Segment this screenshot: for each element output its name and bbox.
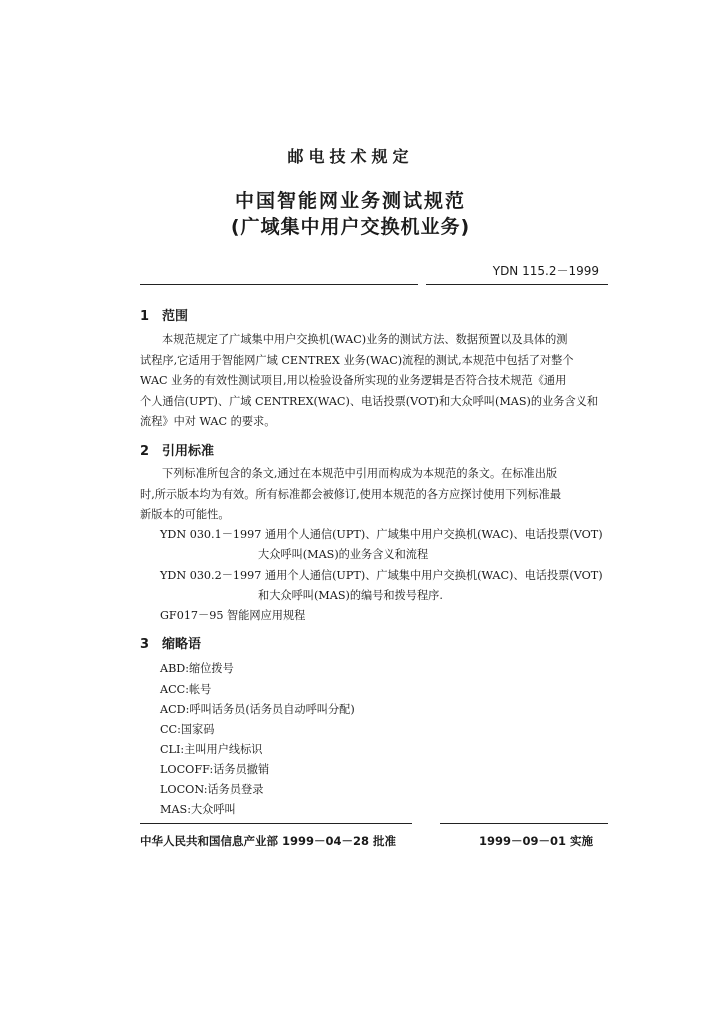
section-number: 3 bbox=[140, 637, 150, 652]
abbreviation-item: MAS:大众呼叫 bbox=[160, 803, 236, 816]
section-heading-scope bbox=[140, 305, 188, 324]
section-number: 2 bbox=[140, 444, 150, 459]
effective-date: 1999－09－01 实施 bbox=[478, 834, 593, 848]
paragraph-line: 本规范规定了广域集中用户交换机(WAC)业务的测试方法、数据预置以及具体的测 bbox=[162, 333, 568, 346]
reference-item: YDN 030.2－1997 通用个人通信(UPT)、广域集中用户交换机(WAC)、电话投票(VOT) bbox=[160, 569, 603, 582]
abbreviation-item: CLI:主叫用户线标识 bbox=[160, 743, 263, 756]
abbreviation-item: ACD:呼叫话务员(话务员自动呼叫分配) bbox=[160, 703, 355, 716]
header-rule-right bbox=[426, 284, 608, 285]
paragraph-line: 下列标准所包含的条文,通过在本规范中引用而构成为本规范的条文。在标准出版 bbox=[162, 467, 558, 480]
section-number: 1 bbox=[140, 309, 150, 324]
paragraph-line: 流程》中对 WAC 的要求。 bbox=[140, 415, 276, 428]
paragraph-line: 新版本的可能性。 bbox=[140, 508, 230, 521]
section-heading-references bbox=[140, 440, 214, 459]
section-heading-abbreviations bbox=[140, 633, 201, 652]
section-title: 引用标准 bbox=[162, 444, 215, 459]
scope-paragraph bbox=[140, 330, 610, 433]
abbreviation-item: CC:国家码 bbox=[160, 723, 215, 736]
paragraph-line: 试程序,它适用于智能网广域 CENTREX 业务(WAC)流程的测试,本规范中包括了对整个 bbox=[140, 353, 574, 367]
footer-rule-right bbox=[440, 823, 608, 824]
reference-item: GF017－95 智能网应用规程 bbox=[160, 609, 306, 622]
section-title: 范围 bbox=[162, 309, 189, 324]
paragraph-line: 时,所示版本均为有效。所有标准都会被修订,使用本规范的各方应探讨使用下列标准最 bbox=[140, 487, 562, 501]
abbreviation-item: LOCOFF:话务员撤销 bbox=[160, 763, 270, 776]
abbreviation-item: LOCON:话务员登录 bbox=[160, 783, 264, 796]
header-rule-left bbox=[140, 284, 418, 285]
reference-item-continuation: 大众呼叫(MAS)的业务含义和流程 bbox=[258, 548, 429, 561]
paragraph-line: 个人通信(UPT)、广域 CENTREX(WAC)、电话投票(VOT)和大众呼叫(MAS)的业务含义和 bbox=[140, 394, 599, 408]
document-type: 邮电技术规定 bbox=[287, 147, 414, 166]
reference-item: YDN 030.1－1997 通用个人通信(UPT)、广域集中用户交换机(WAC)、电话投票(VOT) bbox=[160, 528, 603, 541]
document-subtitle: (广域集中用户交换机业务) bbox=[230, 216, 471, 238]
footer-rule-left bbox=[140, 823, 412, 824]
paragraph-line: WAC 业务的有效性测试项目,用以检验设备所实现的业务逻辑是否符合技术规范《通用 bbox=[140, 374, 567, 387]
approval-info: 中华人民共和国信息产业部 1999－04－28 批准 bbox=[140, 834, 397, 848]
reference-item-continuation: 和大众呼叫(MAS)的编号和拨号程序. bbox=[258, 589, 443, 602]
references-paragraph bbox=[140, 464, 610, 526]
section-title: 缩略语 bbox=[162, 637, 202, 652]
abbreviation-item: ACC:帐号 bbox=[160, 683, 212, 696]
abbreviation-item: ABD:缩位拨号 bbox=[160, 662, 234, 675]
document-title: 中国智能网业务测试规范 bbox=[234, 190, 466, 212]
standard-number: YDN 115.2－1999 bbox=[492, 264, 599, 278]
